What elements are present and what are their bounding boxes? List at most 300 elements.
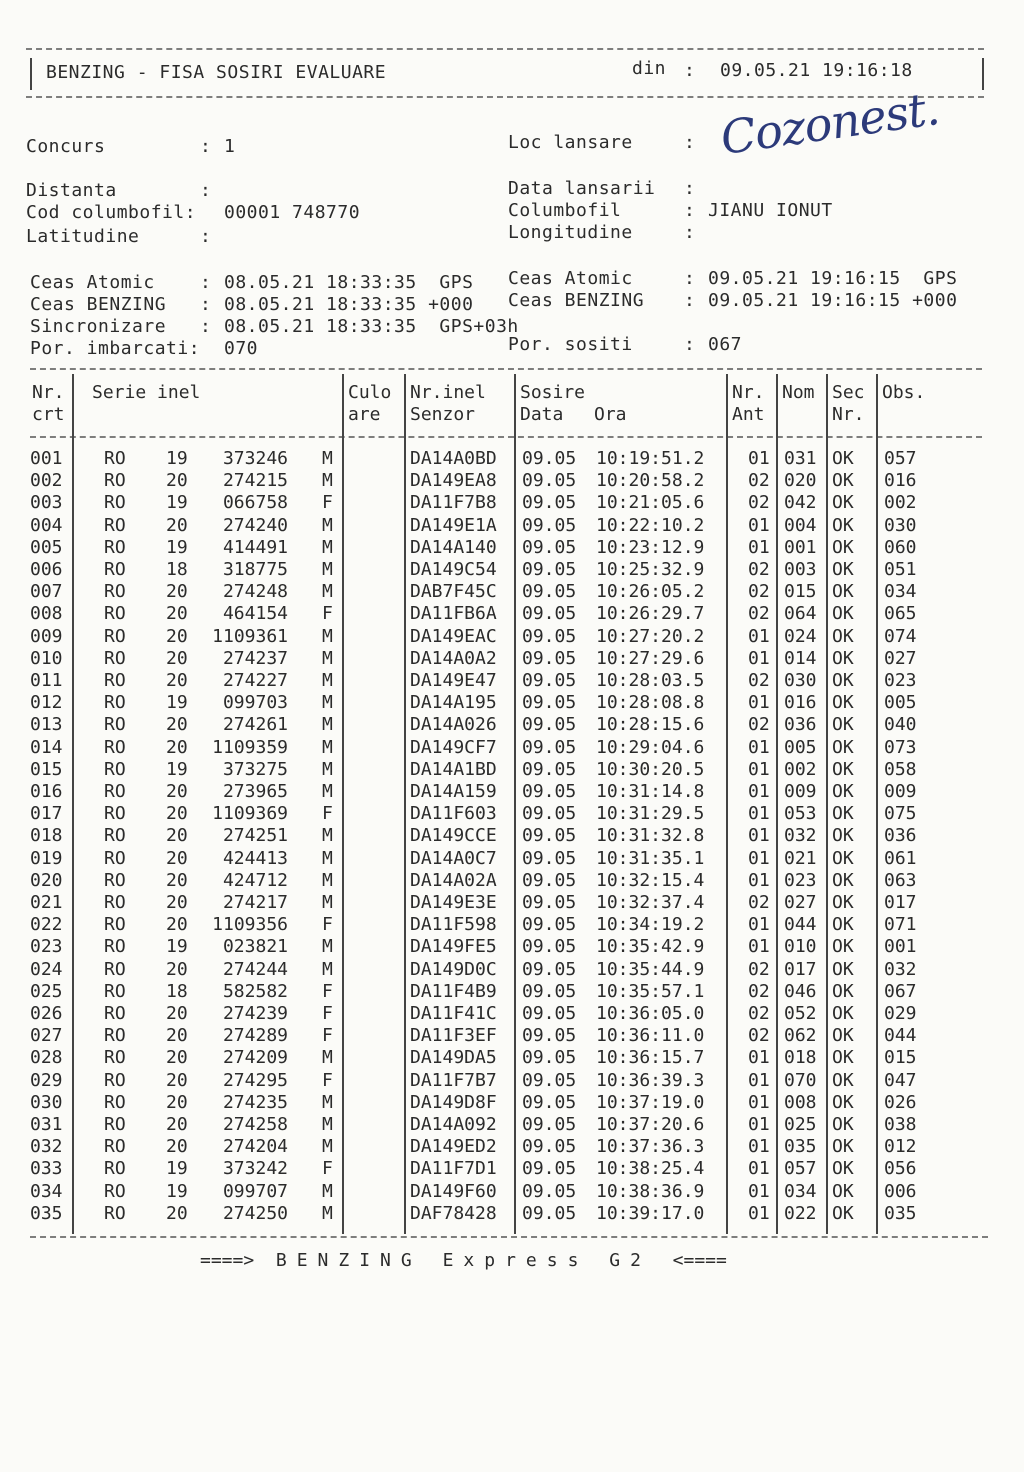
longitudine-colon: : <box>684 222 696 243</box>
cell-sensor-ring: DA149EA8 <box>410 470 497 492</box>
cell-sensor-ring: DA14A195 <box>410 692 497 714</box>
cell-arrival-time: 10:26:05.2 <box>596 581 705 603</box>
cell-obs: 051 <box>884 559 917 580</box>
cell-ring-number: 274227 <box>222 670 288 691</box>
cell-nom: 024 <box>784 625 817 647</box>
cell-nom: 052 <box>784 1003 817 1024</box>
cell-year: 20 <box>166 581 188 603</box>
din-colon: : <box>684 60 696 81</box>
header-nom: Nom <box>782 382 815 403</box>
cell-sensor-ring: DA11F7B8 <box>410 492 497 514</box>
cell-year: 20 <box>166 625 188 647</box>
cell-arrival-time: 10:27:29.6 <box>596 647 705 669</box>
cell-obs: 030 <box>884 514 917 536</box>
cell-arrival-time: 10:37:36.3 <box>596 1136 705 1158</box>
cell-year: 20 <box>166 1047 188 1069</box>
table-row <box>0 448 1024 470</box>
cell-sensor-ring: DA149FE5 <box>410 936 497 958</box>
cell-antenna: 02 <box>748 470 770 492</box>
cell-antenna: 02 <box>748 559 770 580</box>
header-sec-nr: Nr. <box>832 404 865 425</box>
cell-sex: M <box>322 514 333 536</box>
cell-country: RO <box>104 1091 126 1113</box>
cell-country: RO <box>104 1136 126 1158</box>
cell-arrival-time: 10:36:05.0 <box>596 1003 705 1024</box>
cell-nr: 014 <box>30 736 63 758</box>
cell-country: RO <box>104 1047 126 1069</box>
cell-ring-number: 274261 <box>222 714 288 736</box>
cell-year: 20 <box>166 647 188 669</box>
header-right-border <box>982 58 984 90</box>
cell-obs: 006 <box>884 1180 917 1202</box>
table-row <box>0 825 1024 847</box>
cell-country: RO <box>104 692 126 714</box>
columbofil-colon: : <box>684 200 696 221</box>
cell-antenna: 02 <box>748 714 770 736</box>
table-row <box>0 603 1024 625</box>
ceas-atomic-label-right: Ceas Atomic <box>508 268 633 289</box>
cell-country: RO <box>104 670 126 691</box>
cell-nr: 006 <box>30 559 63 580</box>
cell-sensor-ring: DA149ED2 <box>410 1136 497 1158</box>
cell-nom: 070 <box>784 1069 817 1091</box>
cell-sensor-ring: DA149CCE <box>410 825 497 847</box>
cell-country: RO <box>104 825 126 847</box>
cell-arrival-date: 09.05 <box>522 958 577 980</box>
cell-ring-number: 318775 <box>222 559 288 580</box>
cell-sensor-ring: DA149E1A <box>410 514 497 536</box>
table-row <box>0 492 1024 514</box>
cell-nom: 030 <box>784 670 817 691</box>
cell-obs: 071 <box>884 914 917 936</box>
cell-obs: 002 <box>884 492 917 514</box>
cell-sensor-ring: DA149D0C <box>410 958 497 980</box>
cell-arrival-date: 09.05 <box>522 1136 577 1158</box>
table-row <box>0 759 1024 781</box>
ceas-benzing-label: Ceas BENZING <box>30 294 167 315</box>
cell-antenna: 01 <box>748 758 770 780</box>
cell-security: OK <box>832 936 854 958</box>
cell-country: RO <box>104 625 126 647</box>
cell-year: 20 <box>166 670 188 691</box>
cell-nr: 018 <box>30 825 63 847</box>
cell-arrival-date: 09.05 <box>522 692 577 714</box>
cell-nom: 023 <box>784 869 817 891</box>
cell-ring-number: 023821 <box>222 936 288 958</box>
por-sositi-label: Por. sositi <box>508 334 633 355</box>
table-row <box>0 1025 1024 1047</box>
cell-sensor-ring: DA149E3E <box>410 892 497 913</box>
cell-obs: 047 <box>884 1069 917 1091</box>
cell-nom: 005 <box>784 736 817 758</box>
cell-antenna: 01 <box>748 536 770 558</box>
table-row <box>0 781 1024 803</box>
table-row <box>0 981 1024 1003</box>
cell-arrival-date: 09.05 <box>522 825 577 847</box>
ceas-atomic-colon: : <box>200 272 212 293</box>
table-row <box>0 1003 1024 1025</box>
cell-ring-number: 274258 <box>222 1114 288 1135</box>
cell-antenna: 02 <box>748 892 770 913</box>
cell-sex: F <box>322 492 333 514</box>
print-datetime: 09.05.21 19:16:18 <box>720 60 913 81</box>
cell-year: 19 <box>166 492 188 514</box>
distanta-colon: : <box>200 180 212 201</box>
longitudine-label: Longitudine <box>508 222 633 243</box>
latitudine-colon: : <box>200 226 212 247</box>
table-row <box>0 803 1024 825</box>
cell-arrival-time: 10:36:11.0 <box>596 1025 705 1047</box>
cell-arrival-date: 09.05 <box>522 1069 577 1091</box>
table-row <box>0 1092 1024 1114</box>
cell-nom: 020 <box>784 470 817 492</box>
cell-obs: 056 <box>884 1158 917 1180</box>
table-row <box>0 1158 1024 1180</box>
cell-sex: M <box>322 869 333 891</box>
cell-country: RO <box>104 736 126 758</box>
cell-year: 20 <box>166 736 188 758</box>
cell-obs: 061 <box>884 847 917 869</box>
cell-nom: 010 <box>784 936 817 958</box>
cell-sex: M <box>322 892 333 913</box>
cell-security: OK <box>832 1136 854 1158</box>
ceas-benzing-start: 08.05.21 18:33:35 +000 <box>224 294 474 315</box>
cell-obs: 027 <box>884 647 917 669</box>
ceas-atomic-colon-right: : <box>684 268 696 289</box>
header-ant: Ant <box>732 404 765 425</box>
cell-arrival-time: 10:36:15.7 <box>596 1047 705 1069</box>
cell-security: OK <box>832 825 854 847</box>
footer-left-arrow: ====> <box>200 1250 255 1271</box>
cell-antenna: 02 <box>748 581 770 603</box>
cell-nom: 002 <box>784 758 817 780</box>
cell-nr: 033 <box>30 1158 63 1180</box>
cell-nom: 015 <box>784 581 817 603</box>
cell-obs: 005 <box>884 692 917 714</box>
cell-arrival-time: 10:35:57.1 <box>596 980 705 1002</box>
cell-country: RO <box>104 514 126 536</box>
cell-security: OK <box>832 736 854 758</box>
cell-security: OK <box>832 714 854 736</box>
cell-ring-number: 274295 <box>222 1069 288 1091</box>
cell-ring-number: 274289 <box>222 1025 288 1047</box>
cell-nr: 017 <box>30 803 63 825</box>
cell-ring-number: 373275 <box>222 758 288 780</box>
cell-nom: 003 <box>784 559 817 580</box>
cell-country: RO <box>104 1202 126 1224</box>
cell-nr: 013 <box>30 714 63 736</box>
cell-nom: 027 <box>784 892 817 913</box>
cell-country: RO <box>104 714 126 736</box>
table-row <box>0 692 1024 714</box>
cell-ring-number: 373246 <box>222 448 288 469</box>
cell-sensor-ring: DA14A159 <box>410 781 497 802</box>
table-row <box>0 1070 1024 1092</box>
table-row <box>0 959 1024 981</box>
cell-ring-number: 274237 <box>222 647 288 669</box>
cell-nr: 031 <box>30 1114 63 1135</box>
cell-country: RO <box>104 536 126 558</box>
cell-nom: 004 <box>784 514 817 536</box>
header-culo: Culo <box>348 382 392 403</box>
table-row <box>0 1047 1024 1069</box>
cell-arrival-time: 10:38:25.4 <box>596 1158 705 1180</box>
table-row <box>0 670 1024 692</box>
cell-sex: M <box>322 1047 333 1069</box>
cell-nr: 034 <box>30 1180 63 1202</box>
cell-nr: 001 <box>30 448 63 469</box>
cell-year: 20 <box>166 470 188 492</box>
cell-security: OK <box>832 470 854 492</box>
cell-nr: 032 <box>30 1136 63 1158</box>
cell-arrival-date: 09.05 <box>522 581 577 603</box>
cell-sensor-ring: DA149C54 <box>410 559 497 580</box>
cell-year: 19 <box>166 1158 188 1180</box>
cell-arrival-date: 09.05 <box>522 448 577 469</box>
sincronizare-value: 08.05.21 18:33:35 GPS+03h <box>224 316 519 337</box>
cell-sex: M <box>322 448 333 469</box>
cell-arrival-time: 10:19:51.2 <box>596 448 705 469</box>
cell-obs: 067 <box>884 980 917 1002</box>
cell-antenna: 01 <box>748 647 770 669</box>
ceas-benzing-label-right: Ceas BENZING <box>508 290 645 311</box>
cell-obs: 012 <box>884 1136 917 1158</box>
cell-obs: 075 <box>884 803 917 825</box>
cell-arrival-date: 09.05 <box>522 647 577 669</box>
cell-sensor-ring: DA14A02A <box>410 869 497 891</box>
cell-nr: 015 <box>30 758 63 780</box>
cell-sensor-ring: DA149E47 <box>410 670 497 691</box>
table-row <box>0 1136 1024 1158</box>
cell-obs: 040 <box>884 714 917 736</box>
table-row <box>0 537 1024 559</box>
ceas-atomic-label: Ceas Atomic <box>30 272 155 293</box>
cell-sex: M <box>322 781 333 802</box>
cell-obs: 060 <box>884 536 917 558</box>
cell-nom: 034 <box>784 1180 817 1202</box>
cell-arrival-time: 10:30:20.5 <box>596 758 705 780</box>
cell-arrival-date: 09.05 <box>522 1047 577 1069</box>
header-nr-inel: Nr.inel <box>410 382 486 403</box>
cell-arrival-time: 10:35:42.9 <box>596 936 705 958</box>
table-row <box>0 559 1024 581</box>
cell-sex: M <box>322 647 333 669</box>
table-row <box>0 626 1024 648</box>
cell-antenna: 02 <box>748 603 770 625</box>
cell-obs: 034 <box>884 581 917 603</box>
cell-arrival-date: 09.05 <box>522 470 577 492</box>
table-row <box>0 737 1024 759</box>
cell-obs: 057 <box>884 448 917 469</box>
cell-arrival-time: 10:23:12.9 <box>596 536 705 558</box>
cell-ring-number: 274239 <box>222 1003 288 1024</box>
cell-obs: 015 <box>884 1047 917 1069</box>
cell-arrival-time: 10:20:58.2 <box>596 470 705 492</box>
cell-obs: 073 <box>884 736 917 758</box>
cell-arrival-time: 10:36:39.3 <box>596 1069 705 1091</box>
cell-security: OK <box>832 492 854 514</box>
cell-ring-number: 274235 <box>222 1091 288 1113</box>
cell-sensor-ring: DA14A0A2 <box>410 647 497 669</box>
distanta-label: Distanta <box>26 180 117 201</box>
cell-arrival-time: 10:37:20.6 <box>596 1114 705 1135</box>
cell-ring-number: 274240 <box>222 514 288 536</box>
din-label: din <box>632 58 667 79</box>
cell-sensor-ring: DA14A140 <box>410 536 497 558</box>
cell-obs: 016 <box>884 470 917 492</box>
cell-sex: F <box>322 1069 333 1091</box>
cell-ring-number: 424413 <box>222 847 288 869</box>
cell-ring-number: 274204 <box>222 1136 288 1158</box>
concurs-label: Concurs <box>26 136 106 157</box>
cell-year: 20 <box>166 803 188 825</box>
cell-antenna: 01 <box>748 803 770 825</box>
cell-security: OK <box>832 559 854 580</box>
cell-sex: M <box>322 714 333 736</box>
concurs-colon: : <box>200 136 212 157</box>
cell-nom: 044 <box>784 914 817 936</box>
cell-country: RO <box>104 448 126 469</box>
cell-sensor-ring: DA11F7D1 <box>410 1158 497 1180</box>
cell-obs: 023 <box>884 670 917 691</box>
cell-sex: M <box>322 670 333 691</box>
latitudine-label: Latitudine <box>26 226 140 247</box>
cell-year: 19 <box>166 448 188 469</box>
cell-sensor-ring: DA14A0C7 <box>410 847 497 869</box>
cell-obs: 017 <box>884 892 917 913</box>
cell-arrival-time: 10:34:19.2 <box>596 914 705 936</box>
cell-arrival-time: 10:39:17.0 <box>596 1202 705 1224</box>
cell-ring-number: 274248 <box>222 581 288 603</box>
cell-country: RO <box>104 581 126 603</box>
cell-nom: 022 <box>784 1202 817 1224</box>
cell-arrival-date: 09.05 <box>522 514 577 536</box>
cell-nom: 008 <box>784 1091 817 1113</box>
table-row <box>0 892 1024 914</box>
cell-nr: 003 <box>30 492 63 514</box>
cell-nr: 022 <box>30 914 63 936</box>
cell-arrival-time: 10:28:08.8 <box>596 692 705 714</box>
cell-sex: F <box>322 1003 333 1024</box>
data-lansarii-colon: : <box>684 178 696 199</box>
cell-obs: 035 <box>884 1202 917 1224</box>
cell-country: RO <box>104 1180 126 1202</box>
cell-arrival-time: 10:31:14.8 <box>596 781 705 802</box>
cell-nr: 027 <box>30 1025 63 1047</box>
header-nr-ant: Nr. <box>732 382 765 403</box>
cell-year: 20 <box>166 847 188 869</box>
cell-nom: 036 <box>784 714 817 736</box>
cell-nr: 021 <box>30 892 63 913</box>
footer-brand: BENZING Express G2 <box>275 1250 651 1271</box>
cell-ring-number: 1109369 <box>212 803 288 825</box>
cell-antenna: 01 <box>748 825 770 847</box>
cell-antenna: 01 <box>748 514 770 536</box>
cell-sensor-ring: DA14A092 <box>410 1114 497 1135</box>
header-sosire: Sosire <box>520 382 586 403</box>
cell-nom: 064 <box>784 603 817 625</box>
cell-nom: 042 <box>784 492 817 514</box>
cell-year: 20 <box>166 1091 188 1113</box>
cell-security: OK <box>832 781 854 802</box>
table-row <box>0 581 1024 603</box>
loc-lansare-label: Loc lansare <box>508 132 633 153</box>
cell-ring-number: 099707 <box>222 1180 288 1202</box>
cell-arrival-date: 09.05 <box>522 914 577 936</box>
cell-arrival-date: 09.05 <box>522 980 577 1002</box>
cell-nom: 057 <box>784 1158 817 1180</box>
table-row <box>0 936 1024 958</box>
cell-sex: M <box>322 1202 333 1224</box>
ceas-benzing-end: 09.05.21 19:16:15 +000 <box>708 290 958 311</box>
cell-ring-number: 274251 <box>222 825 288 847</box>
cell-arrival-date: 09.05 <box>522 559 577 580</box>
por-sositi-value: 067 <box>708 334 743 355</box>
cell-arrival-date: 09.05 <box>522 492 577 514</box>
cell-arrival-time: 10:22:10.2 <box>596 514 705 536</box>
cell-country: RO <box>104 492 126 514</box>
cell-year: 20 <box>166 1136 188 1158</box>
cell-sex: M <box>322 936 333 958</box>
cell-nr: 026 <box>30 1003 63 1024</box>
table-row <box>0 515 1024 537</box>
cell-nr: 024 <box>30 958 63 980</box>
ceas-atomic-end: 09.05.21 19:16:15 GPS <box>708 268 958 289</box>
cell-country: RO <box>104 847 126 869</box>
cell-country: RO <box>104 758 126 780</box>
cell-year: 18 <box>166 980 188 1002</box>
cell-obs: 032 <box>884 958 917 980</box>
cell-ring-number: 274209 <box>222 1047 288 1069</box>
cell-arrival-time: 10:31:35.1 <box>596 847 705 869</box>
cell-antenna: 01 <box>748 1136 770 1158</box>
cell-sex: M <box>322 1114 333 1135</box>
cell-country: RO <box>104 1025 126 1047</box>
cell-security: OK <box>832 1091 854 1113</box>
cell-sensor-ring: DA149EAC <box>410 625 497 647</box>
cell-obs: 044 <box>884 1025 917 1047</box>
header-are: are <box>348 404 381 425</box>
cell-obs: 038 <box>884 1114 917 1135</box>
cell-country: RO <box>104 914 126 936</box>
cell-nom: 018 <box>784 1047 817 1069</box>
cell-security: OK <box>832 892 854 913</box>
table-row <box>0 870 1024 892</box>
cell-arrival-time: 10:32:37.4 <box>596 892 705 913</box>
cell-country: RO <box>104 936 126 958</box>
cell-arrival-date: 09.05 <box>522 736 577 758</box>
header-nr: Nr. <box>32 382 65 403</box>
cell-nom: 032 <box>784 825 817 847</box>
cell-sensor-ring: DA11F7B7 <box>410 1069 497 1091</box>
cell-sensor-ring: DA14A1BD <box>410 758 497 780</box>
cell-year: 20 <box>166 958 188 980</box>
table-row <box>0 914 1024 936</box>
cell-antenna: 01 <box>748 847 770 869</box>
table-row <box>0 1181 1024 1203</box>
cell-arrival-time: 10:37:19.0 <box>596 1091 705 1113</box>
cell-sensor-ring: DA149DA5 <box>410 1047 497 1069</box>
cell-arrival-time: 10:25:32.9 <box>596 559 705 580</box>
cell-arrival-date: 09.05 <box>522 1114 577 1135</box>
cell-arrival-date: 09.05 <box>522 1158 577 1180</box>
cell-ring-number: 373242 <box>222 1158 288 1180</box>
cell-antenna: 01 <box>748 1180 770 1202</box>
cell-sensor-ring: DA14A026 <box>410 714 497 736</box>
cell-nom: 025 <box>784 1114 817 1135</box>
cell-arrival-date: 09.05 <box>522 1025 577 1047</box>
header-data: Data <box>520 404 564 425</box>
